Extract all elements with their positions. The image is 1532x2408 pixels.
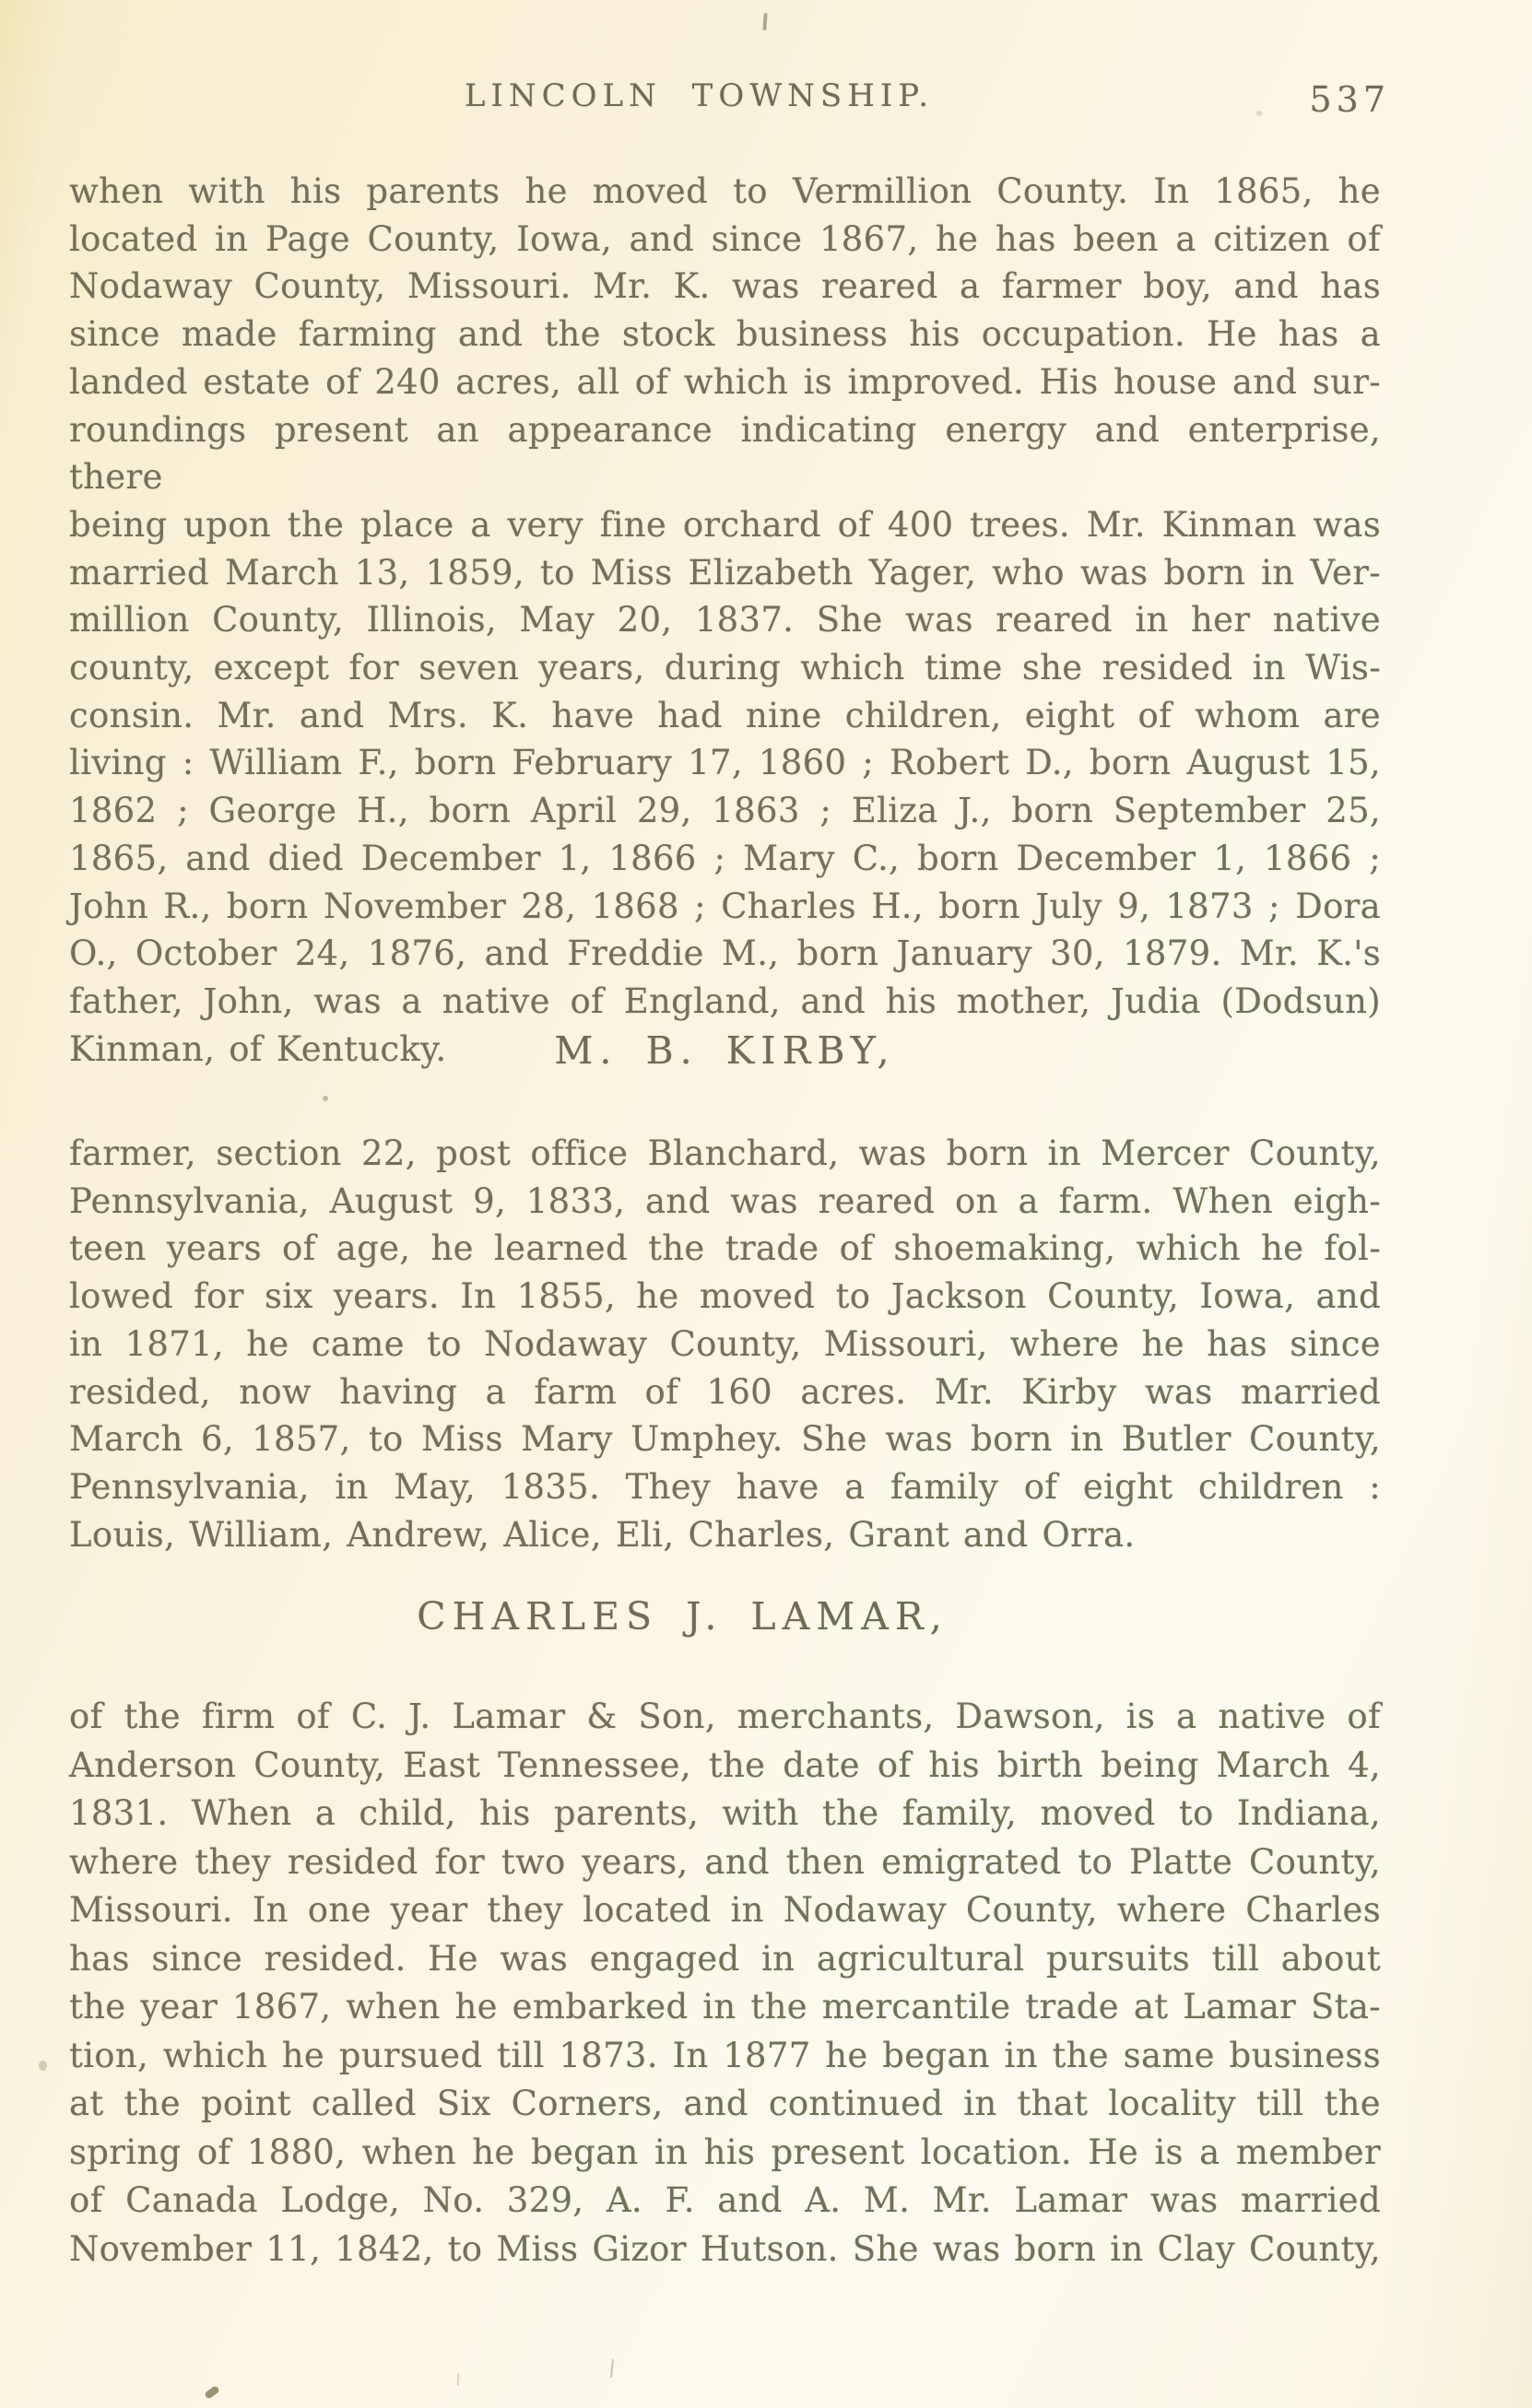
text-line: O., October 24, 1876, and Freddie M., born January 30, 1879. Mr. K.'s bbox=[69, 934, 1381, 974]
text-line: since made farming and the stock business his occupation. He has a bbox=[69, 314, 1381, 355]
page-number: 537 bbox=[1309, 79, 1390, 120]
text-line: 1865, and died December 1, 1866 ; Mary C., born December 1, 1866 ; bbox=[69, 838, 1381, 878]
text-line: Missouri. In one year they located in Nodaway County, where Charles bbox=[69, 1890, 1381, 1930]
lamar-biography bbox=[69, 1693, 1381, 2273]
text-line: father, John, was a native of England, and his mother, Judia (Dodsun) bbox=[69, 981, 1381, 1021]
text-line: November 11, 1842, to Miss Gizor Hutson. She was born in Clay County, bbox=[69, 2228, 1381, 2269]
text-line: million County, Illinois, May 20, 1837. She was reared in her native bbox=[69, 600, 1381, 640]
text-line: where they resided for two years, and then emigrated to Platte County, bbox=[69, 1841, 1381, 1882]
text-line: of the firm of C. J. Lamar & Son, merchants, Dawson, is a native of bbox=[69, 1697, 1381, 1736]
text-line: 1862 ; George H., born April 29, 1863 ; Eliza J., born September 25, bbox=[69, 791, 1381, 831]
page-body bbox=[69, 0, 1381, 2408]
text-line: spring of 1880, when he began in his present location. He is a member bbox=[69, 2132, 1381, 2172]
text-line: in 1871, he came to Nodaway County, Missouri, where he has since bbox=[69, 1323, 1381, 1364]
text-line: of Canada Lodge, No. 329, A. F. and A. M. Mr. Lamar was married bbox=[69, 2180, 1381, 2220]
text-line: 1831. When a child, his parents, with the family, moved to Indiana, bbox=[69, 1793, 1381, 1833]
text-line: being upon the place a very fine orchard of 400 trees. Mr. Kinman was bbox=[69, 504, 1381, 545]
text-line: Pennsylvania, in May, 1835. They have a family of eight children : bbox=[69, 1466, 1381, 1507]
text-line: John R., born November 28, 1868 ; Charles H., born July 9, 1873 ; Dora bbox=[69, 886, 1381, 926]
text-line: at the point called Six Corners, and continued in that locality till the bbox=[69, 2084, 1381, 2123]
kirby-section-heading: M. B. KIRBY, bbox=[554, 1028, 896, 1073]
text-line: Pennsylvania, August 9, 1833, and was reared on a farm. When eigh- bbox=[69, 1181, 1381, 1221]
scan-speck bbox=[39, 2061, 47, 2071]
text-line: the year 1867, when he embarked in the mercantile trade at Lamar Sta- bbox=[69, 1987, 1381, 2026]
lamar-section-heading: CHARLES J. LAMAR, bbox=[417, 1594, 949, 1639]
text-line: landed estate of 240 acres, all of which is improved. His house and sur- bbox=[69, 361, 1381, 402]
text-line: tion, which he pursued till 1873. In 1877 he began in the same business bbox=[69, 2035, 1381, 2075]
running-head-title: LINCOLN TOWNSHIP. bbox=[464, 77, 935, 114]
text-line: roundings present an appearance indicating energy and enterprise, there bbox=[69, 409, 1381, 498]
kinman-biography-continuation bbox=[69, 168, 1381, 1073]
text-line: Nodaway County, Missouri. Mr. K. was reared a farmer boy, and has bbox=[69, 266, 1381, 307]
text-line: farmer, section 22, post office Blanchard, was born in Mercer County, bbox=[69, 1134, 1381, 1173]
text-line: Kinman, of Kentucky. bbox=[69, 1028, 447, 1069]
text-line: Anderson County, East Tennessee, the date of his birth being March 4, bbox=[69, 1744, 1381, 1785]
kirby-biography bbox=[69, 1130, 1381, 1558]
text-line: lowed for six years. In 1855, he moved to Jackson County, Iowa, and bbox=[69, 1276, 1381, 1317]
text-line: resided, now having a farm of 160 acres. Mr. Kirby was married bbox=[69, 1371, 1381, 1412]
text-line: married March 13, 1859, to Miss Elizabeth Yager, who was born in Ver- bbox=[69, 552, 1381, 593]
text-line: March 6, 1857, to Miss Mary Umphey. She was born in Butler County, bbox=[69, 1419, 1381, 1460]
scan-speck bbox=[1256, 111, 1262, 116]
text-line: county, except for seven years, during which time she resided in Wis- bbox=[69, 648, 1381, 688]
text-line: consin. Mr. and Mrs. K. have had nine children, eight of whom are bbox=[69, 695, 1381, 735]
text-line: Louis, William, Andrew, Alice, Eli, Charles, Grant and Orra. bbox=[69, 1514, 1136, 1555]
text-line: has since resided. He was engaged in agricultural pursuits till about bbox=[69, 1938, 1381, 1979]
text-line: living : William F., born February 17, 1860 ; Robert D., born August 15, bbox=[69, 743, 1381, 783]
text-line: when with his parents he moved to Vermillion County. In 1865, he bbox=[69, 171, 1381, 211]
text-line: located in Page County, Iowa, and since 1867, he has been a citizen of bbox=[69, 218, 1381, 259]
scan-speck bbox=[323, 1096, 328, 1101]
text-line: teen years of age, he learned the trade of shoemaking, which he fol- bbox=[69, 1228, 1381, 1269]
